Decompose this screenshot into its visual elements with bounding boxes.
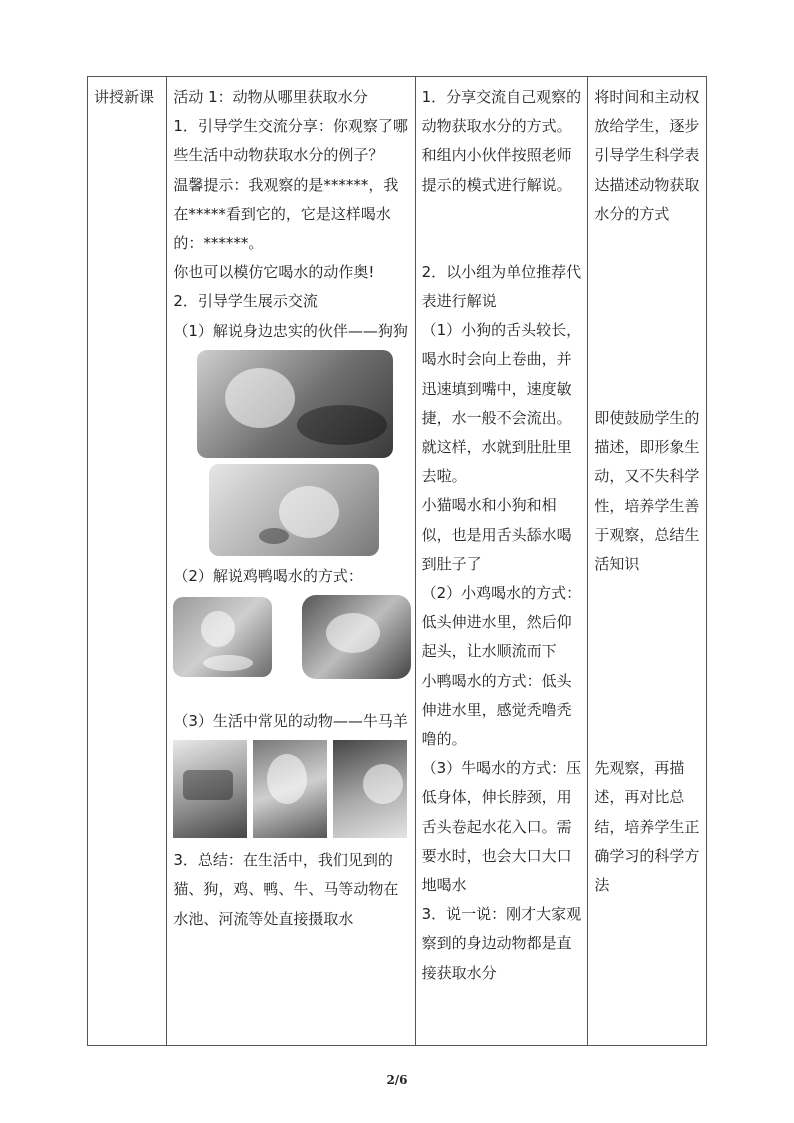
activity-title: 活动 1：动物从哪里获取水分	[173, 88, 368, 106]
intent-para-3: 先观察，再描述，再对比总结，培养学生正确学习的科学方法	[594, 759, 700, 895]
step-3-summary: 3．总结：在生活中，我们见到的猫、狗，鸡、鸭、牛、马等动物在水池、河流等处直接摄取水	[173, 851, 399, 928]
student-para-5: 小猫喝水和小狗和相似，也是用舌头舔水喝到肚子了	[421, 496, 572, 573]
livestock-photo-row	[173, 740, 410, 838]
table-row	[88, 77, 707, 1046]
section-label: 讲授新课	[94, 88, 155, 106]
student-para-7: 小鸭喝水的方式：低头伸进水里，感觉秃噜秃噜的。	[421, 671, 572, 749]
student-para-9: 3．说一说：刚才大家观察到的身边动物都是直接获取水分	[421, 905, 582, 982]
sub-item-livestock: （3）生活中常见的动物——牛马羊	[173, 712, 408, 731]
cat-drinking-photo	[209, 464, 379, 556]
sub-item-chicken-duck: （2）解说鸡鸭喝水的方式：	[173, 566, 363, 585]
page-number: 2/6	[386, 1073, 408, 1087]
sub-item-dog: （1）解说身边忠实的伙伴——狗狗	[173, 321, 408, 340]
teacher-activity-cell	[167, 77, 415, 1046]
tip-text: 温馨提示：我观察的是******，我在*****看到它的，它是这样喝水的：******。	[173, 175, 399, 253]
student-para-2: 和组内小伙伴按照老师提示的模式进行解说。	[421, 146, 572, 194]
chicken-duck-photo-row	[173, 595, 410, 679]
chick-drinking-photo	[173, 597, 272, 677]
duck-drinking-photo	[302, 595, 411, 679]
step-1-text: 1．引导学生交流分享：你观察了哪些生活中动物获取水分的例子？	[173, 117, 408, 165]
student-para-4: （1）小狗的舌头较长，喝水时会向上卷曲，并迅速填到嘴中，速度敏捷，水一般不会流出。就这样，水就到肚肚里去啦。	[421, 321, 582, 486]
design-intent-cell	[588, 77, 707, 1046]
tip-extra-text: 你也可以模仿它喝水的动作奥!	[173, 263, 375, 282]
goat-drinking-photo	[333, 740, 407, 838]
section-header-cell	[88, 77, 167, 1046]
student-para-1: 1．分享交流自己观察的动物获取水分的方式。	[421, 88, 582, 136]
step-2-text: 2．引导学生展示交流	[173, 292, 318, 311]
lesson-plan-table	[87, 76, 707, 1046]
student-activity-cell	[415, 77, 588, 1046]
student-para-6: （2）小鸡喝水的方式：低头伸进水里，然后仰起头，让水顺流而下	[421, 584, 582, 661]
student-para-3: 2．以小组为单位推荐代表进行解说	[421, 262, 582, 311]
dog-drinking-photo	[197, 350, 393, 458]
student-para-8: （3）牛喝水的方式：压低身体，伸长脖颈，用舌头卷起水花入口。需要水时，也会大口大口地喝水	[421, 759, 582, 895]
horse-drinking-photo	[253, 740, 327, 838]
cattle-drinking-photo	[173, 740, 247, 838]
intent-para-1: 将时间和主动权放给学生，逐步引导学生科学表达描述动物获取水分的方式	[594, 88, 700, 223]
intent-para-2: 即使鼓励学生的描述，即形象生动，又不失科学性，培养学生善于观察，总结生活知识	[594, 409, 700, 574]
